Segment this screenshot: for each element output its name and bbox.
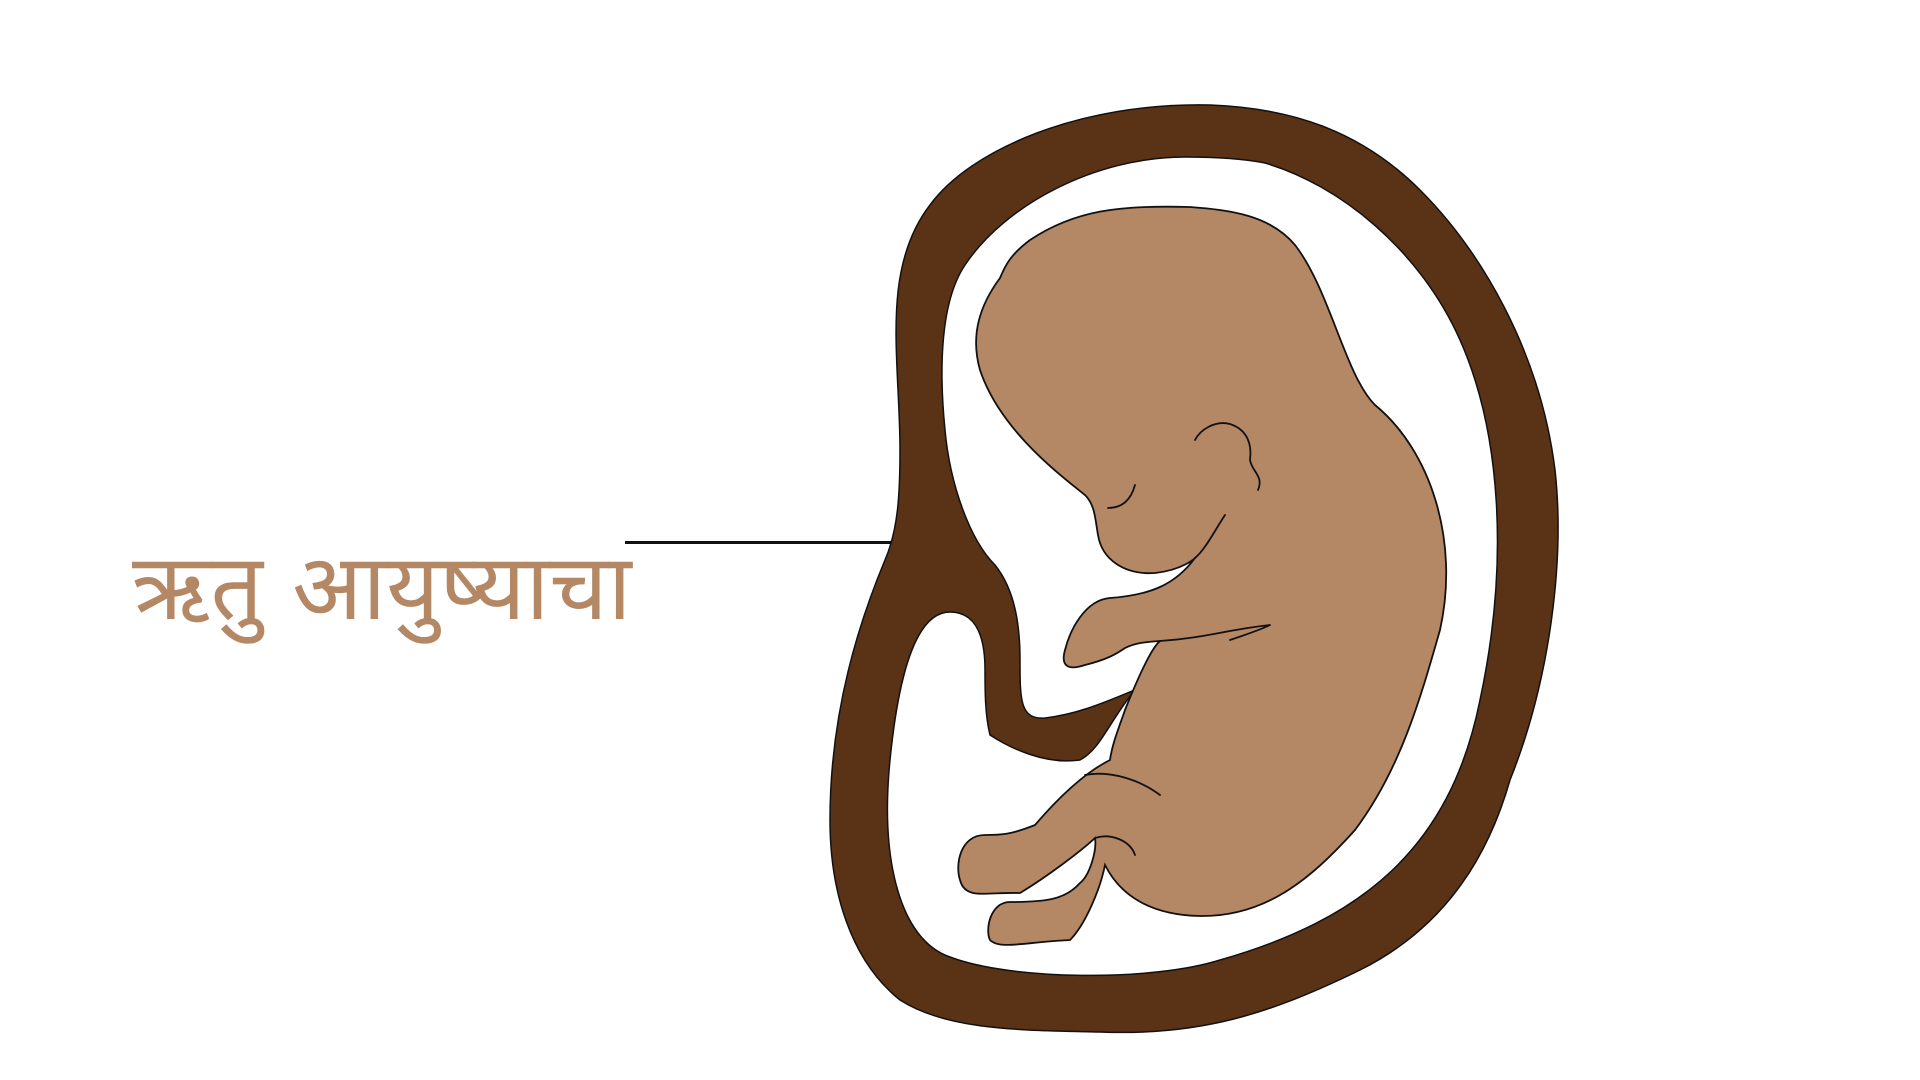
page-title: ऋतु आयुष्याचा: [132, 534, 632, 641]
